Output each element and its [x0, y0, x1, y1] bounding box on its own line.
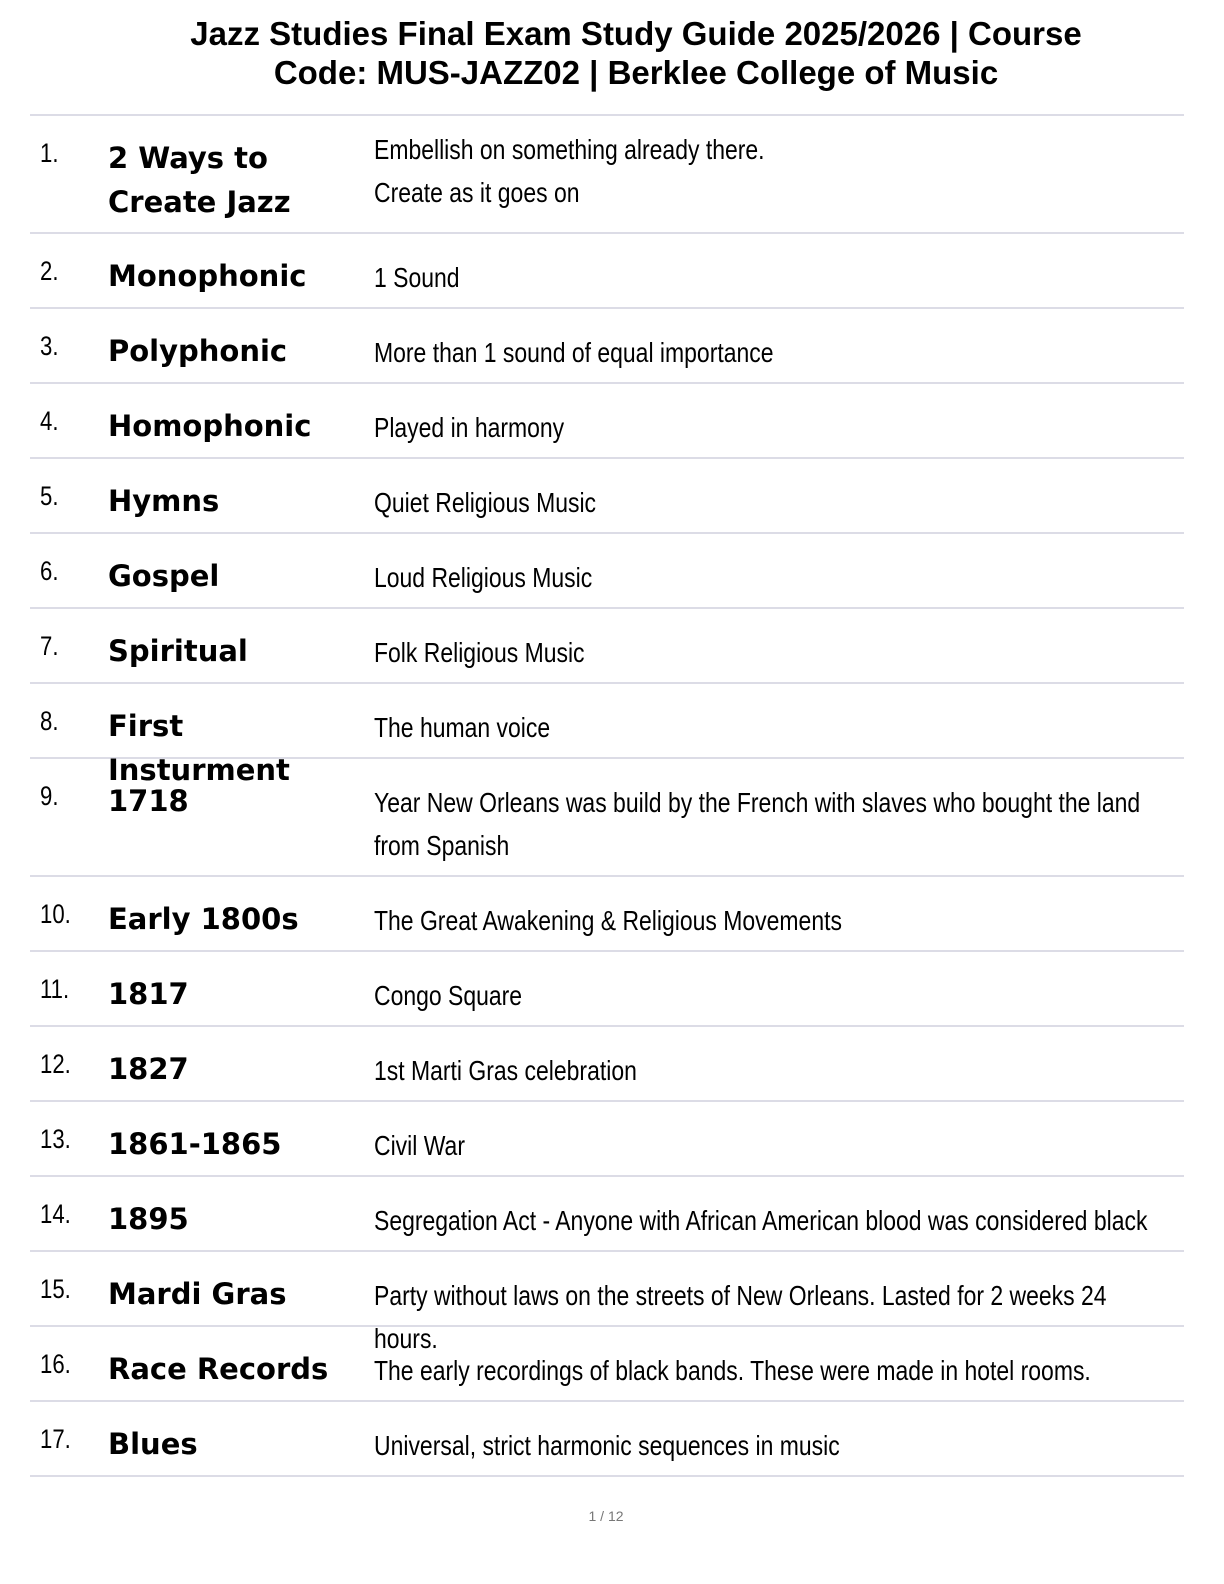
row-definition [374, 781, 1161, 867]
table-row [30, 534, 1184, 609]
table-row [30, 1102, 1184, 1177]
definition-line: 1 Sound [374, 262, 460, 293]
table-row [30, 1027, 1184, 1102]
definition-line: Party without laws on the streets of New Orleans. Lasted for 2 weeks 24 hours. [374, 1280, 1107, 1354]
row-definition [374, 1199, 1161, 1242]
row-number: 5. [40, 481, 59, 511]
table-row [30, 309, 1184, 384]
row-term: 2 Ways to Create Jazz [108, 141, 291, 219]
definition-line: The Great Awakening & Religious Movements [374, 905, 842, 936]
table-row [30, 234, 1184, 309]
study-guide-table [30, 114, 1184, 1477]
title-line-1: Jazz Studies Final Exam Study Guide 2025/2026 | Course [190, 15, 1082, 52]
row-number: 3. [40, 331, 59, 361]
row-number: 1. [40, 138, 59, 168]
row-definition [374, 1124, 1161, 1167]
definition-line: More than 1 sound of equal importance [374, 337, 774, 368]
row-number: 7. [40, 631, 59, 661]
row-number: 17. [40, 1424, 71, 1454]
row-term: First Insturment [108, 709, 290, 787]
definition-line: Loud Religious Music [374, 562, 593, 593]
table-row [30, 384, 1184, 459]
row-definition [374, 556, 1161, 599]
table-row [30, 684, 1184, 787]
row-term: Mardi Gras [108, 1277, 287, 1311]
row-definition [374, 706, 1161, 749]
row-term: Hymns [108, 484, 220, 518]
row-definition [374, 331, 1161, 374]
row-term: 1817 [108, 977, 189, 1011]
row-definition [374, 481, 1161, 524]
table-row [30, 759, 1184, 877]
row-term: 1895 [108, 1202, 189, 1236]
row-term: Gospel [108, 559, 220, 593]
title-line-2: Code: MUS-JAZZ02 | Berklee College of Music [273, 54, 999, 91]
row-term: 1861-1865 [108, 1127, 282, 1161]
definition-line: 1st Marti Gras celebration [374, 1055, 637, 1086]
row-term: Polyphonic [108, 334, 288, 368]
row-definition [374, 899, 1161, 942]
row-number: 11. [40, 974, 70, 1004]
row-number: 6. [40, 556, 59, 586]
row-number: 8. [40, 706, 59, 736]
row-number: 13. [40, 1124, 71, 1154]
table-row [30, 459, 1184, 534]
row-definition [374, 631, 1161, 674]
row-term: Spiritual [108, 634, 248, 668]
definition-line: Embellish on something already there. [374, 134, 765, 165]
definition-line: Universal, strict harmonic sequences in music [374, 1430, 840, 1461]
row-term: Race Records [108, 1352, 329, 1386]
row-definition [374, 974, 1161, 1017]
document-title [0, 14, 1224, 92]
row-definition [374, 256, 1161, 299]
table-row [30, 1252, 1184, 1354]
row-term: 1718 [108, 784, 189, 818]
row-term: Monophonic [108, 259, 307, 293]
row-number: 16. [40, 1349, 71, 1379]
row-number: 14. [40, 1199, 71, 1229]
row-definition [374, 406, 1161, 449]
row-term: Early 1800s [108, 902, 299, 936]
definition-line: The human voice [374, 712, 551, 743]
definition-line: Civil War [374, 1130, 465, 1161]
row-definition [374, 128, 1161, 214]
definition-line: The early recordings of black bands. These were made in hotel rooms. [374, 1355, 1091, 1386]
row-definition [374, 1424, 1161, 1467]
row-definition [374, 1049, 1161, 1092]
row-definition [374, 1349, 1161, 1392]
definition-line: Year New Orleans was build by the French with slaves who bought the land from Spanish [374, 787, 1141, 861]
definition-line: Quiet Religious Music [374, 487, 597, 518]
table-row [30, 609, 1184, 684]
row-number: 10. [40, 899, 71, 929]
page-number: 1 / 12 [588, 1508, 624, 1524]
table-row [30, 877, 1184, 952]
row-term: Homophonic [108, 409, 312, 443]
row-number: 9. [40, 781, 59, 811]
table-row [30, 116, 1184, 234]
definition-line: Create as it goes on [374, 177, 580, 208]
definition-line: Segregation Act - Anyone with African American blood was considered black [374, 1205, 1148, 1236]
table-row [30, 1402, 1184, 1477]
row-number: 15. [40, 1274, 71, 1304]
row-term: Blues [108, 1427, 198, 1461]
table-row [30, 952, 1184, 1027]
row-number: 4. [40, 406, 59, 436]
definition-line: Played in harmony [374, 412, 565, 443]
table-row [30, 1327, 1184, 1402]
table-row [30, 1177, 1184, 1252]
row-number: 12. [40, 1049, 71, 1079]
definition-line: Folk Religious Music [374, 637, 585, 668]
row-term: 1827 [108, 1052, 189, 1086]
definition-line: Congo Square [374, 980, 523, 1011]
row-number: 2. [40, 256, 59, 286]
